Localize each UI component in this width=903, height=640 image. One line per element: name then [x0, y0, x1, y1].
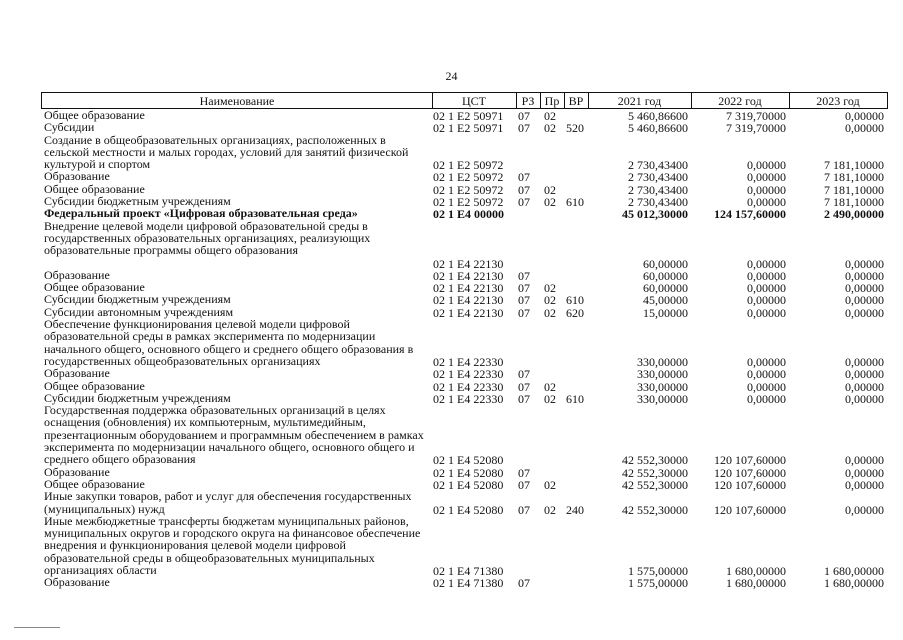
cell-cst: 02 1 E2 50971 — [433, 121, 504, 136]
cell-pr: 02 — [544, 109, 556, 123]
cell-pr: 02 — [544, 293, 556, 308]
cell-y2021: 42 552,30000 — [622, 453, 688, 468]
page-number: 24 — [445, 69, 458, 83]
cell-y2021: 330,00000 — [637, 354, 688, 369]
cell-cst: 02 1 E4 22330 — [433, 367, 504, 382]
cell-y2021: 60,00000 — [643, 281, 688, 296]
cell-name: Создание в общеобразовательных организациях, расположенных в сельской местности и малых городах, условий для занятий физической культурой и спортом — [44, 132, 409, 172]
table-header — [41, 92, 888, 109]
cell-y2021: 330,00000 — [637, 367, 688, 382]
cell-cst: 02 1 E4 52080 — [433, 453, 504, 468]
cell-cst: 02 1 E2 50972 — [433, 182, 504, 197]
header-name: Наименование — [199, 94, 275, 108]
cell-name: Субсидии бюджетным учреждениям — [44, 194, 231, 209]
cell-rz: 07 — [518, 502, 530, 517]
table-row — [41, 109, 888, 121]
cell-y2021: 42 552,30000 — [622, 502, 688, 517]
table-row — [41, 269, 888, 281]
cell-pr: 02 — [544, 281, 556, 296]
cell-y2021: 42 552,30000 — [622, 465, 688, 480]
cell-cst: 02 1 E4 22130 — [433, 305, 504, 320]
cell-y2021: 5 460,86600 — [628, 109, 688, 123]
cell-name: Образование — [44, 575, 110, 590]
cell-rz: 07 — [518, 121, 530, 136]
table-row — [41, 490, 888, 515]
cell-y2021: 42 552,30000 — [622, 477, 688, 492]
cell-cst: 02 1 E4 52080 — [433, 465, 504, 480]
header-2022: 2022 год — [718, 94, 762, 108]
cell-name: Общее образование — [44, 108, 145, 122]
table-row — [41, 318, 888, 367]
cell-y2023: 0,00000 — [845, 367, 884, 382]
cell-y2023: 0,00000 — [845, 268, 884, 283]
table-row — [41, 220, 888, 269]
cell-name: Субсидии — [44, 120, 95, 135]
cell-vr: 610 — [566, 195, 584, 210]
cell-y2023: 0,00000 — [845, 354, 884, 369]
cell-name: Образование — [44, 366, 110, 381]
cell-y2022: 124 157,60000 — [714, 207, 786, 222]
table-row — [41, 366, 888, 382]
cell-pr: 02 — [544, 195, 556, 210]
header-cst: ЦСТ — [462, 94, 486, 108]
cell-y2021: 2 730,43400 — [628, 195, 688, 210]
cell-y2022: 120 107,60000 — [714, 453, 786, 468]
cell-y2021: 1 575,00000 — [628, 564, 688, 578]
cell-pr: 02 — [544, 121, 556, 136]
table-row — [41, 120, 888, 136]
cell-y2023: 1 680,00000 — [824, 564, 884, 578]
cell-y2023: 0,00000 — [845, 502, 884, 517]
cell-name: Внедрение целевой модели цифровой образовательной среды в государственных образовательных организациях, реализующих образовательные программы общего образования — [44, 218, 371, 258]
header-pr: Пр — [544, 94, 560, 108]
cell-rz: 07 — [518, 367, 530, 382]
cell-y2023: 7 181,10000 — [824, 158, 884, 173]
cell-rz: 07 — [518, 465, 530, 480]
cell-y2022: 0,00000 — [747, 195, 786, 210]
header-rz: РЗ — [521, 94, 535, 108]
table-row — [41, 292, 888, 308]
cell-vr: 620 — [566, 305, 584, 320]
cell-cst: 02 1 E4 22130 — [433, 256, 504, 271]
cell-y2022: 0,00000 — [747, 367, 786, 382]
cell-rz: 07 — [518, 477, 530, 492]
cell-rz: 07 — [518, 182, 530, 197]
table-row — [41, 169, 888, 185]
cell-vr: 240 — [566, 502, 584, 517]
cell-name: Обеспечение функционирования целевой модели цифровой образовательной среды в рамках эксперимента по модернизации начального общего, основного общего и среднего общего образования в государственных общеобразовательных организациях — [44, 317, 414, 368]
cell-y2022: 0,00000 — [747, 268, 786, 283]
cell-rz: 07 — [518, 305, 530, 320]
cell-cst: 02 1 E2 50971 — [433, 109, 504, 123]
cell-cst: 02 1 E4 71380 — [433, 564, 504, 578]
cell-rz: 07 — [518, 391, 530, 406]
cell-y2023: 7 181,10000 — [824, 195, 884, 210]
cell-rz: 07 — [518, 170, 530, 185]
table-row — [41, 206, 888, 222]
cell-cst: 02 1 E4 52080 — [433, 477, 504, 492]
cell-y2021: 2 730,43400 — [628, 158, 688, 173]
cell-name: Образование — [44, 169, 110, 184]
cell-cst: 02 1 E4 22330 — [433, 354, 504, 369]
cell-name: Иные закупки товаров, работ и услуг для обеспечения государственных (муниципальных) нужд — [44, 489, 412, 516]
cell-y2023: 7 181,10000 — [824, 170, 884, 185]
cell-y2022: 0,00000 — [747, 305, 786, 320]
table-row — [41, 404, 888, 466]
cell-name: Образование — [44, 464, 110, 479]
cell-cst: 02 1 E4 22130 — [433, 293, 504, 308]
cell-cst: 02 1 E4 22130 — [433, 268, 504, 283]
header-vr: ВР — [568, 94, 584, 108]
cell-y2021: 60,00000 — [643, 256, 688, 271]
cell-vr: 610 — [566, 391, 584, 406]
cell-cst: 02 1 E2 50972 — [433, 158, 504, 173]
cell-y2022: 0,00000 — [747, 281, 786, 296]
cell-name: Субсидии бюджетным учреждениям — [44, 390, 231, 405]
cell-pr: 02 — [544, 391, 556, 406]
cell-y2021: 330,00000 — [637, 379, 688, 394]
cell-y2022: 0,00000 — [747, 182, 786, 197]
cell-y2023: 0,00000 — [845, 121, 884, 136]
cell-name: Федеральный проект «Цифровая образовательная среда» — [44, 206, 358, 221]
cell-y2022: 120 107,60000 — [714, 502, 786, 517]
cell-y2023: 0,00000 — [845, 109, 884, 123]
table-row — [41, 466, 888, 478]
cell-y2023: 0,00000 — [845, 305, 884, 320]
cell-y2021: 5 460,86600 — [628, 121, 688, 136]
cell-y2023: 0,00000 — [845, 477, 884, 492]
cell-pr: 02 — [544, 305, 556, 320]
cell-rz: 07 — [518, 268, 530, 283]
cell-pr: 02 — [544, 502, 556, 517]
cell-name: Субсидии автономным учреждениям — [44, 304, 234, 319]
cell-y2021: 2 730,43400 — [628, 182, 688, 197]
cell-y2023: 0,00000 — [845, 453, 884, 468]
cell-y2022: 0,00000 — [747, 256, 786, 271]
cell-y2023: 0,00000 — [845, 391, 884, 406]
cell-y2021: 45 012,30000 — [622, 207, 688, 222]
cell-name: Государственная поддержка образовательных организаций в целях оснащения (обновления) их компьютерным, мультимедийным, презентационным оборудованием и программным обеспечением в рамках эксперимента по модернизации начального общего, основного общего и среднего общего образования — [44, 403, 424, 467]
cell-y2021: 15,00000 — [643, 305, 688, 320]
cell-cst: 02 1 E2 50972 — [433, 195, 504, 210]
header-2023: 2023 год — [816, 94, 860, 108]
cell-y2021: 330,00000 — [637, 391, 688, 406]
cell-name: Общее образование — [44, 280, 145, 295]
cell-y2023: 7 181,10000 — [824, 182, 884, 197]
table-row — [41, 575, 888, 591]
cell-y2022: 120 107,60000 — [714, 465, 786, 480]
table-body — [41, 109, 888, 589]
cell-y2023: 2 490,00000 — [824, 207, 884, 222]
cell-name: Общее образование — [44, 181, 145, 196]
cell-vr: 520 — [566, 121, 584, 136]
cell-rz: 07 — [518, 293, 530, 308]
cell-cst: 02 1 E4 71380 — [433, 576, 504, 591]
cell-rz: 07 — [518, 281, 530, 296]
cell-rz: 07 — [518, 576, 530, 591]
cell-cst: 02 1 E4 00000 — [433, 207, 505, 222]
cell-y2022: 1 680,00000 — [726, 564, 786, 578]
cell-rz: 07 — [518, 379, 530, 394]
cell-y2022: 120 107,60000 — [714, 477, 786, 492]
cell-y2023: 1 680,00000 — [824, 576, 884, 591]
budget-table — [41, 92, 888, 589]
cell-cst: 02 1 E4 22330 — [433, 391, 504, 406]
cell-y2022: 0,00000 — [747, 293, 786, 308]
cell-y2023: 0,00000 — [845, 281, 884, 296]
cell-y2022: 0,00000 — [747, 379, 786, 394]
cell-y2022: 0,00000 — [747, 354, 786, 369]
cell-name: Образование — [44, 267, 110, 282]
cell-y2023: 0,00000 — [845, 293, 884, 308]
cell-y2021: 2 730,43400 — [628, 170, 688, 185]
table-row — [41, 134, 888, 171]
cell-y2022: 7 319,70000 — [726, 109, 786, 123]
cell-y2023: 0,00000 — [845, 379, 884, 394]
cell-cst: 02 1 E4 52080 — [433, 502, 504, 517]
cell-rz: 07 — [518, 195, 530, 210]
cell-y2022: 0,00000 — [747, 170, 786, 185]
cell-y2023: 0,00000 — [845, 465, 884, 480]
cell-name: Общее образование — [44, 476, 145, 491]
cell-pr: 02 — [544, 477, 556, 492]
cell-name: Общее образование — [44, 378, 145, 393]
cell-y2023: 0,00000 — [845, 256, 884, 271]
cell-pr: 02 — [544, 182, 556, 197]
table-row — [41, 380, 888, 392]
footer-rule — [14, 627, 60, 628]
cell-y2022: 7 319,70000 — [726, 121, 786, 136]
cell-y2021: 1 575,00000 — [628, 576, 688, 591]
cell-name: Иные межбюджетные трансферты бюджетам муниципальных районов, муниципальных округов и городского округа на финансовое обеспечение внедрения и функционирования целевой модели цифровой образовательной среды в общеобразовательных муниципальных организациях области — [44, 513, 421, 577]
cell-name: Субсидии бюджетным учреждениям — [44, 292, 231, 307]
cell-y2022: 1 680,00000 — [726, 576, 786, 591]
cell-cst: 02 1 E4 22130 — [433, 281, 504, 296]
cell-y2022: 0,00000 — [747, 158, 786, 173]
header-2021: 2021 год — [617, 94, 662, 108]
cell-rz: 07 — [518, 109, 530, 123]
cell-cst: 02 1 E4 22330 — [433, 379, 504, 394]
cell-vr: 610 — [566, 293, 584, 308]
table-row — [41, 515, 888, 577]
cell-cst: 02 1 E2 50972 — [433, 170, 504, 185]
cell-y2021: 60,00000 — [643, 268, 688, 283]
cell-pr: 02 — [544, 379, 556, 394]
cell-y2022: 0,00000 — [747, 391, 786, 406]
cell-y2021: 45,00000 — [643, 293, 688, 308]
